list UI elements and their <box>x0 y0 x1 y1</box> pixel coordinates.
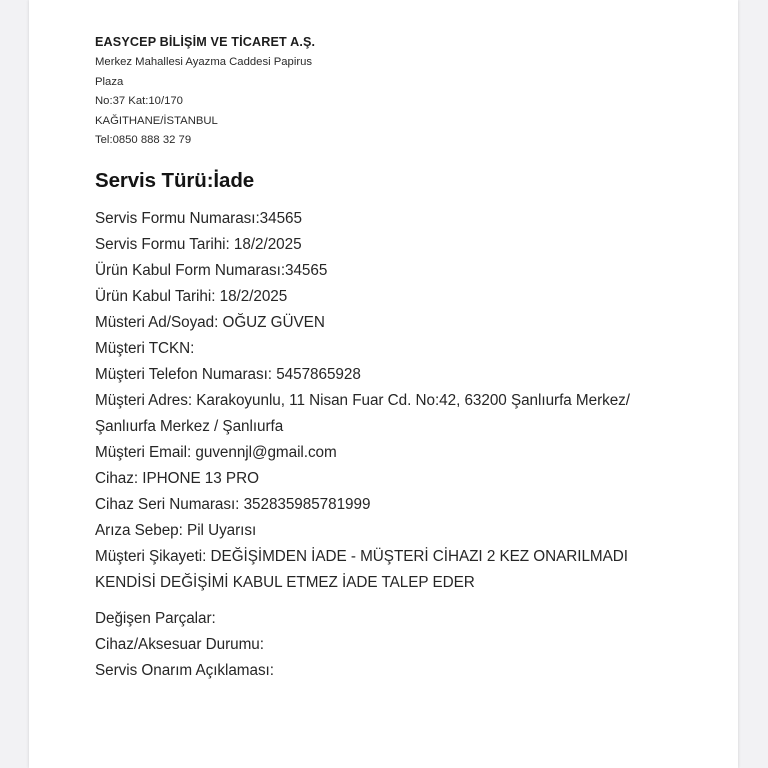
company-name: EASYCEP BİLİŞİM VE TİCARET A.Ş. <box>95 35 316 49</box>
company-phone: Tel:0850 888 32 79 <box>95 134 192 146</box>
field-line: Müşteri TCKN: <box>95 340 195 357</box>
field-line: Servis Formu Tarihi: 18/2/2025 <box>95 236 302 253</box>
field-line: Cihaz/Aksesuar Durumu: <box>95 636 264 653</box>
page-gutter-left <box>0 0 29 768</box>
field-line: Servis Formu Numarası:34565 <box>95 210 302 227</box>
field-line: Ürün Kabul Form Numarası:34565 <box>95 262 328 279</box>
field-line: Ürün Kabul Tarihi: 18/2/2025 <box>95 288 288 305</box>
field-line: Müşteri Telefon Numarası: 5457865928 <box>95 366 361 383</box>
company-address-line-3: No:37 Kat:10/170 <box>95 95 183 107</box>
service-form-fields <box>95 206 724 596</box>
field-line: Müşteri Şikayeti: DEĞİŞİMDEN İADE - MÜŞTERİ CİHAZI 2 KEZ ONARILMADI KENDİSİ DEĞİŞİMİ KABUL ETMEZ İADE TALEP EDER <box>95 548 628 591</box>
field-line: Müşteri Email: guvennjl@gmail.com <box>95 444 337 461</box>
service-form-empty-fields <box>95 606 724 684</box>
document-title: Servis Türü:İade <box>95 169 255 192</box>
field-line: Servis Onarım Açıklaması: <box>95 662 274 679</box>
company-address-line-1: Merkez Mahallesi Ayazma Caddesi Papirus <box>95 56 313 68</box>
page-content-area <box>95 0 724 768</box>
document-page <box>29 0 738 768</box>
field-line: Müşteri Adres: Karakoyunlu, 11 Nisan Fuar Cd. No:42, 63200 Şanlıurfa Merkez/Şanlıurfa Merkez / Şanlıurfa <box>95 392 630 435</box>
field-line: Müsteri Ad/Soyad: OĞUZ GÜVEN <box>95 314 325 331</box>
company-address-line-4: KAĞITHANE/İSTANBUL <box>95 114 218 127</box>
company-address-line-2: Plaza <box>95 75 124 88</box>
field-line: Arıza Sebep: Pil Uyarısı <box>95 522 257 539</box>
field-line: Cihaz: IPHONE 13 PRO <box>95 470 259 487</box>
page-gutter-right <box>738 0 768 768</box>
field-line: Cihaz Seri Numarası: 352835985781999 <box>95 496 371 513</box>
field-line: Değişen Parçalar: <box>95 610 216 627</box>
company-header <box>95 33 525 151</box>
